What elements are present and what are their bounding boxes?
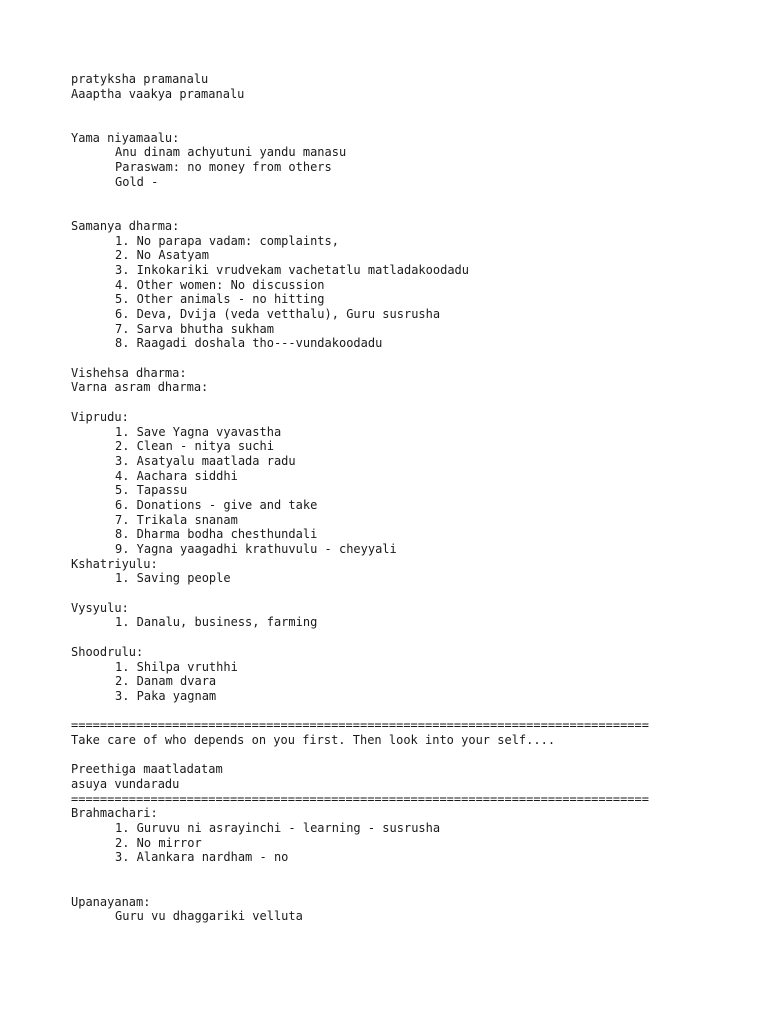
list-item: 1. Saving people — [115, 571, 231, 586]
section-heading: Kshatriyulu: — [71, 556, 158, 571]
section-heading: Shoodrulu: — [71, 644, 144, 659]
list-item: 1. Save Yagna vyavastha — [115, 424, 282, 439]
list-item: 7. Trikala snanam — [115, 512, 238, 527]
list-item: 3. Asatyalu maatlada radu — [115, 453, 296, 468]
section-heading: Vysyulu: — [71, 600, 129, 615]
section-heading: Samanya dharma: — [71, 218, 180, 233]
blank-line — [71, 204, 751, 219]
blank-line — [71, 865, 751, 880]
list-item: 4. Aachara siddhi — [115, 468, 238, 483]
blank-line — [71, 116, 751, 131]
text-line: Gold - — [115, 174, 159, 189]
list-item: 2. No mirror — [115, 835, 202, 850]
list-item: 8. Dharma bodha chesthundali — [115, 527, 318, 542]
blank-line — [71, 748, 751, 763]
list-item: 3. Paka yagnam — [115, 688, 217, 703]
text-line: asuya vundaradu — [71, 777, 180, 791]
list-item: 3. Alankara nardham - no — [115, 850, 289, 865]
text-line: Aaaptha vaakya pramanalu — [71, 86, 245, 101]
list-item: 8. Raagadi doshala tho---vundakoodadu — [115, 336, 383, 351]
list-item: 1. Danalu, business, farming — [115, 615, 318, 630]
list-item: 3. Inkokariki vrudvekam vachetatlu matladakoodadu — [115, 262, 470, 277]
text-line: Anu dinam achyutuni yandu manasu — [115, 145, 347, 160]
document-body — [71, 72, 751, 924]
list-item: 9. Yagna yaagadhi krathuvulu - cheyyali — [115, 542, 397, 556]
list-item: 2. Clean - nitya suchi — [115, 439, 274, 454]
blank-line — [71, 630, 751, 645]
section-heading: Viprudu: — [71, 409, 129, 424]
list-item: 4. Other women: No discussion — [115, 277, 325, 292]
blank-line — [71, 586, 751, 601]
list-item: 1. No parapa vadam: complaints, — [115, 233, 339, 248]
blank-line — [71, 190, 751, 205]
separator-line: ================================================================================ — [71, 791, 649, 806]
text-line: Take care of who depends on you first. Then look into your self.... — [71, 732, 556, 747]
section-heading: Brahmachari: — [71, 806, 158, 821]
list-item: 2. Danam dvara — [115, 674, 217, 689]
blank-line — [71, 395, 751, 410]
list-item: 2. No Asatyam — [115, 248, 209, 263]
list-item: 1. Shilpa vruthhi — [115, 659, 238, 674]
section-heading: Vishehsa dharma: — [71, 365, 187, 380]
list-item: 7. Sarva bhutha sukham — [115, 321, 274, 336]
list-item: 6. Deva, Dvija (veda vetthalu), Guru susrusha — [115, 307, 441, 321]
text-line: Guru vu dhaggariki velluta — [115, 909, 303, 924]
section-heading: Varna asram dharma: — [71, 380, 209, 395]
section-heading: Upanayanam: — [71, 894, 151, 909]
separator-line: ================================================================================ — [71, 718, 649, 733]
section-heading: Yama niyamaalu: — [71, 130, 180, 145]
text-line: pratyksha pramanalu — [71, 72, 209, 86]
list-item: 6. Donations - give and take — [115, 497, 318, 512]
blank-line — [71, 880, 751, 895]
blank-line — [71, 704, 751, 719]
list-item: 1. Guruvu ni asrayinchi - learning - susrusha — [115, 821, 441, 836]
list-item: 5. Other animals - no hitting — [115, 292, 325, 307]
text-line: Paraswam: no money from others — [115, 160, 332, 175]
blank-line — [71, 351, 751, 366]
list-item: 5. Tapassu — [115, 483, 188, 498]
blank-line — [71, 101, 751, 116]
text-line: Preethiga maatladatam — [71, 762, 223, 777]
